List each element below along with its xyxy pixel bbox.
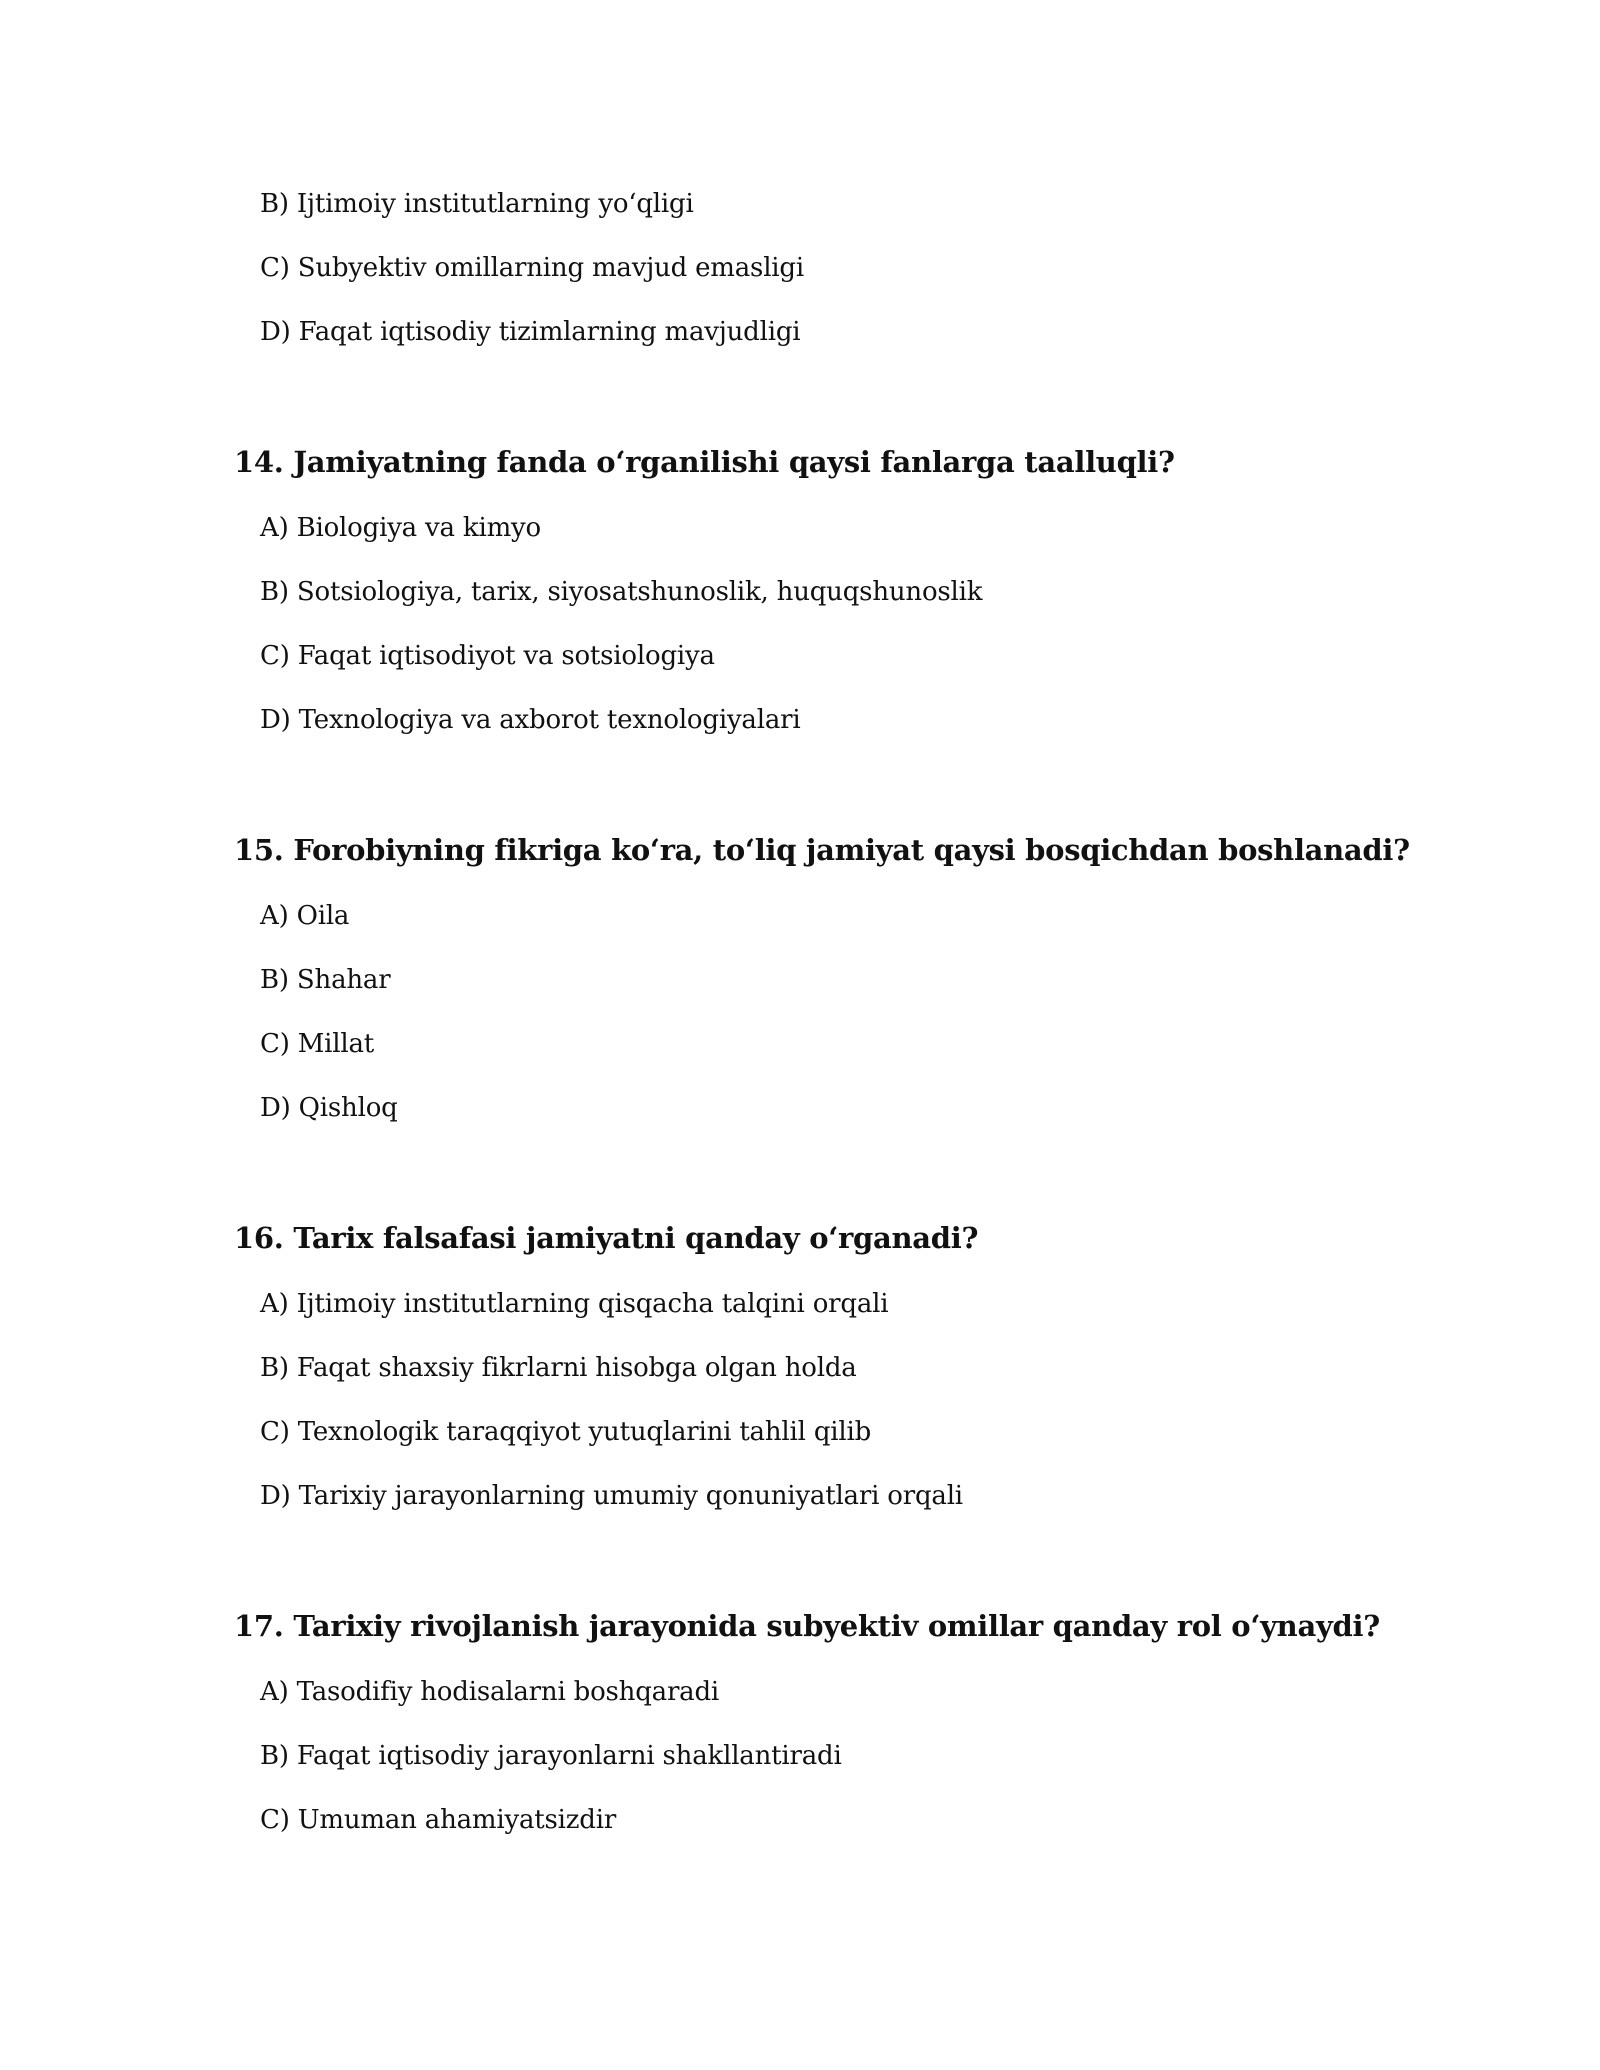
question-14-option-d: D) Texnologiya va axborot texnologiyalari <box>260 705 801 735</box>
question-15-option-c: C) Millat <box>260 1029 375 1059</box>
prev-option-b: B) Ijtimoiy institutlarning yo‘qligi <box>260 189 694 219</box>
question-17-option-b: B) Faqat iqtisodiy jarayonlarni shakllantiradi <box>260 1741 842 1771</box>
question-16-option-d: D) Tarixiy jarayonlarning umumiy qonuniyatlari orqali <box>260 1481 963 1511</box>
question-16-title: 16. Tarix falsafasi jamiyatni qanday o‘rganadi? <box>234 1221 979 1255</box>
prev-option-c: C) Subyektiv omillarning mavjud emasligi <box>260 253 804 283</box>
question-14-option-a: A) Biologiya va kimyo <box>260 513 541 543</box>
question-14-option-b: B) Sotsiologiya, tarix, siyosatshunoslik, huquqshunoslik <box>260 577 983 607</box>
question-16-option-c: C) Texnologik taraqqiyot yutuqlarini tahlil qilib <box>260 1417 872 1447</box>
question-15-option-b: B) Shahar <box>260 965 391 995</box>
question-16-option-b: B) Faqat shaxsiy fikrlarni hisobga olgan holda <box>260 1353 857 1383</box>
prev-option-d: D) Faqat iqtisodiy tizimlarning mavjudligi <box>260 317 801 347</box>
question-17-option-a: A) Tasodifiy hodisalarni boshqaradi <box>260 1677 720 1707</box>
question-15-option-d: D) Qishloq <box>260 1093 398 1123</box>
question-15-option-a: A) Oila <box>260 901 350 931</box>
question-17-option-c: C) Umuman ahamiyatsizdir <box>260 1805 617 1835</box>
question-16-option-a: A) Ijtimoiy institutlarning qisqacha talqini orqali <box>260 1289 889 1319</box>
question-17-title: 17. Tarixiy rivojlanish jarayonida subyektiv omillar qanday rol o‘ynaydi? <box>234 1609 1380 1643</box>
question-14-option-c: C) Faqat iqtisodiyot va sotsiologiya <box>260 641 715 671</box>
question-14-title: 14. Jamiyatning fanda o‘rganilishi qaysi fanlarga taalluqli? <box>234 445 1175 479</box>
question-15-title: 15. Forobiyning fikriga ko‘ra, to‘liq jamiyat qaysi bosqichdan boshlanadi? <box>234 833 1410 867</box>
